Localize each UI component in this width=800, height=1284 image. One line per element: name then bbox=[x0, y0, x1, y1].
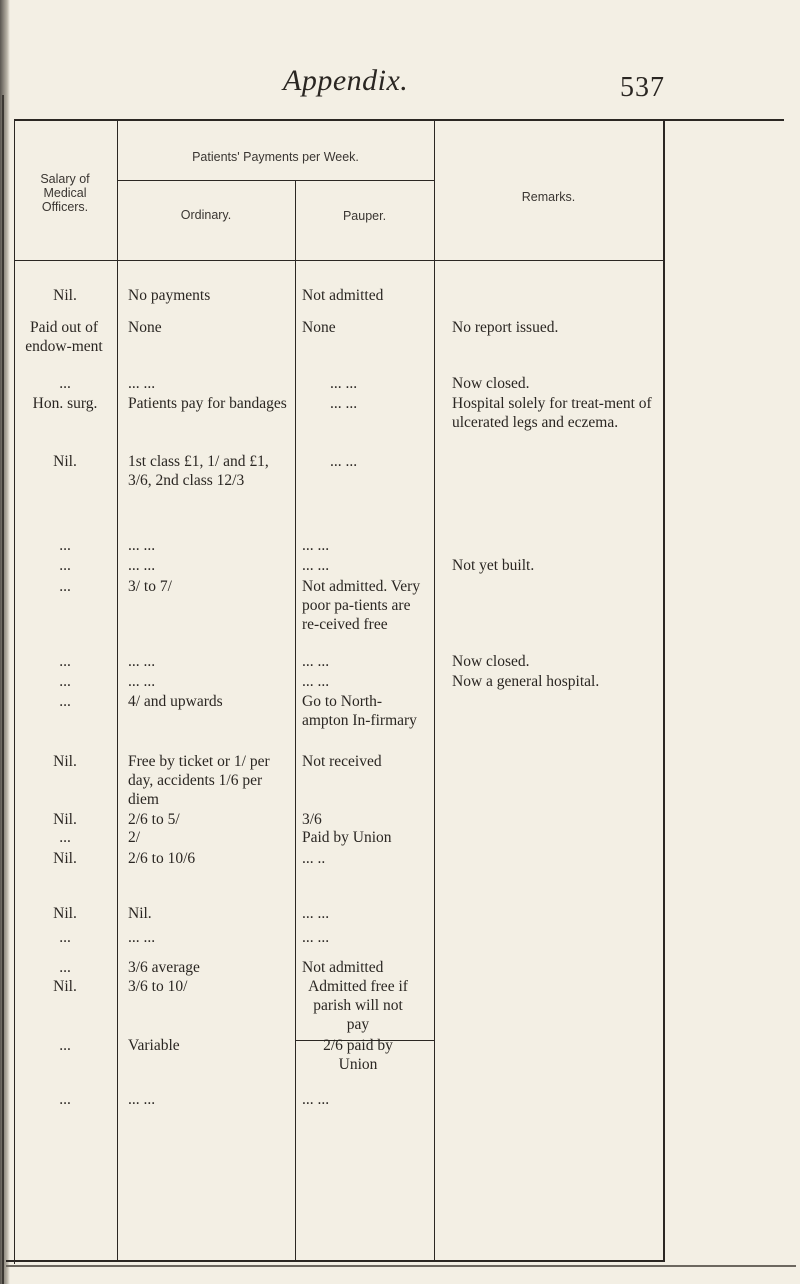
cell-remarks: Now closed. bbox=[452, 375, 530, 392]
cell-salary: ... bbox=[59, 693, 71, 710]
cell-salary: Nil. bbox=[53, 978, 77, 995]
cell-remarks: Now closed. bbox=[452, 653, 530, 670]
header-remarks: Remarks. bbox=[521, 190, 576, 204]
cell-ordinary: 3/6 to 10/ bbox=[128, 978, 188, 995]
cell-pauper: Not admitted bbox=[302, 287, 384, 304]
cell-ordinary: Free by ticket or 1/ per day, accidents 1/6 per diem bbox=[128, 753, 270, 808]
cell-salary: ... bbox=[59, 537, 71, 554]
cell-pauper: Not received bbox=[302, 753, 382, 770]
cell-ordinary: Variable bbox=[128, 1037, 180, 1054]
cell-ordinary: ... ... bbox=[128, 929, 156, 946]
cell-ordinary: ... ... bbox=[128, 673, 156, 690]
cell-salary: ... bbox=[59, 829, 71, 846]
cell-ordinary: ... ... bbox=[128, 537, 156, 554]
cell-pauper: None bbox=[302, 319, 336, 336]
cell-remarks: Now a general hospital. bbox=[452, 673, 600, 690]
cell-pauper: ... ... bbox=[302, 1091, 330, 1108]
cell-ordinary: 1st class £1, 1/ and £1, 3/6, 2nd class 12/3 bbox=[128, 453, 269, 489]
cell-pauper: 2/6 paid by Union bbox=[323, 1037, 393, 1073]
cell-pauper: ... ... bbox=[330, 453, 358, 470]
cell-salary: Nil. bbox=[53, 287, 77, 304]
cell-pauper: ... ... bbox=[330, 375, 358, 392]
cell-remarks: Hospital solely for treat-ment of ulcerated legs and eczema. bbox=[452, 395, 652, 431]
cell-salary: ... bbox=[59, 557, 71, 574]
table-top-rule bbox=[14, 119, 784, 121]
cell-pauper: ... ... bbox=[302, 537, 330, 554]
cell-ordinary: No payments bbox=[128, 287, 211, 304]
running-head: Appendix. bbox=[283, 64, 409, 97]
table-left-rule bbox=[14, 119, 15, 1264]
table-bottom-rule bbox=[6, 1260, 665, 1262]
cell-salary: ... bbox=[59, 1037, 71, 1054]
cell-salary: ... bbox=[59, 653, 71, 670]
cell-salary: ... bbox=[59, 1091, 71, 1108]
cell-ordinary: 2/6 to 5/ bbox=[128, 811, 180, 828]
cell-ordinary: 3/6 average bbox=[128, 959, 200, 976]
cell-pauper: ... .. bbox=[302, 850, 326, 867]
cell-pauper: ... ... bbox=[302, 653, 330, 670]
book-gutter-line bbox=[2, 95, 4, 1284]
cell-pauper: 3/6 bbox=[302, 811, 322, 828]
header-salary: Salary of Medical Officers. bbox=[40, 172, 90, 214]
cell-salary: ... bbox=[59, 959, 71, 976]
cell-salary: Nil. bbox=[53, 753, 77, 770]
cell-pauper: Not admitted. Very poor pa-tients are re-ceived free bbox=[302, 578, 421, 633]
table-bottom-shadow bbox=[6, 1265, 796, 1267]
cell-pauper: Paid by Union bbox=[302, 829, 392, 846]
cell-ordinary: ... ... bbox=[128, 653, 156, 670]
column-rule-1 bbox=[117, 121, 118, 1261]
cell-ordinary: Patients pay for bandages bbox=[128, 395, 287, 412]
cell-ordinary: Nil. bbox=[128, 905, 152, 922]
header-payments-group: Patients' Payments per Week. bbox=[192, 150, 359, 164]
cell-salary: Hon. surg. bbox=[32, 395, 98, 412]
column-rule-2 bbox=[295, 181, 296, 1261]
cell-pauper: ... ... bbox=[302, 929, 330, 946]
cell-ordinary: 3/ to 7/ bbox=[128, 578, 172, 595]
cell-remarks: No report issued. bbox=[452, 319, 559, 336]
cell-ordinary: 4/ and upwards bbox=[128, 693, 223, 710]
table-right-rule bbox=[663, 119, 665, 1262]
cell-ordinary: ... ... bbox=[128, 375, 156, 392]
cell-salary: ... bbox=[59, 673, 71, 690]
header-bottom-rule bbox=[14, 260, 664, 261]
cell-pauper: Go to North-ampton In-firmary bbox=[302, 693, 417, 729]
page-number: 537 bbox=[620, 72, 665, 103]
cell-pauper: ... ... bbox=[330, 395, 358, 412]
cell-remarks: Not yet built. bbox=[452, 557, 535, 574]
cell-pauper: ... ... bbox=[302, 905, 330, 922]
cell-ordinary: 2/6 to 10/6 bbox=[128, 850, 196, 867]
cell-pauper: ... ... bbox=[302, 673, 330, 690]
payments-group-rule bbox=[117, 180, 434, 181]
cell-pauper: ... ... bbox=[302, 557, 330, 574]
cell-pauper: Not admitted bbox=[302, 959, 384, 976]
cell-salary: Nil. bbox=[53, 850, 77, 867]
header-ordinary: Ordinary. bbox=[180, 208, 232, 222]
cell-salary: Nil. bbox=[53, 811, 77, 828]
cell-salary: Nil. bbox=[53, 905, 77, 922]
cell-ordinary: 2/ bbox=[128, 829, 141, 846]
header-pauper: Pauper. bbox=[342, 209, 387, 223]
cell-ordinary: None bbox=[128, 319, 162, 336]
cell-salary: ... bbox=[59, 578, 71, 595]
cell-pauper: Admitted free if parish will not pay bbox=[308, 978, 408, 1033]
cell-salary: Nil. bbox=[53, 453, 77, 470]
cell-ordinary: ... ... bbox=[128, 557, 156, 574]
cell-salary: ... bbox=[59, 929, 71, 946]
cell-salary: ... bbox=[59, 375, 71, 392]
cell-ordinary: ... ... bbox=[128, 1091, 156, 1108]
cell-salary: Paid out of endow-ment bbox=[25, 319, 103, 355]
